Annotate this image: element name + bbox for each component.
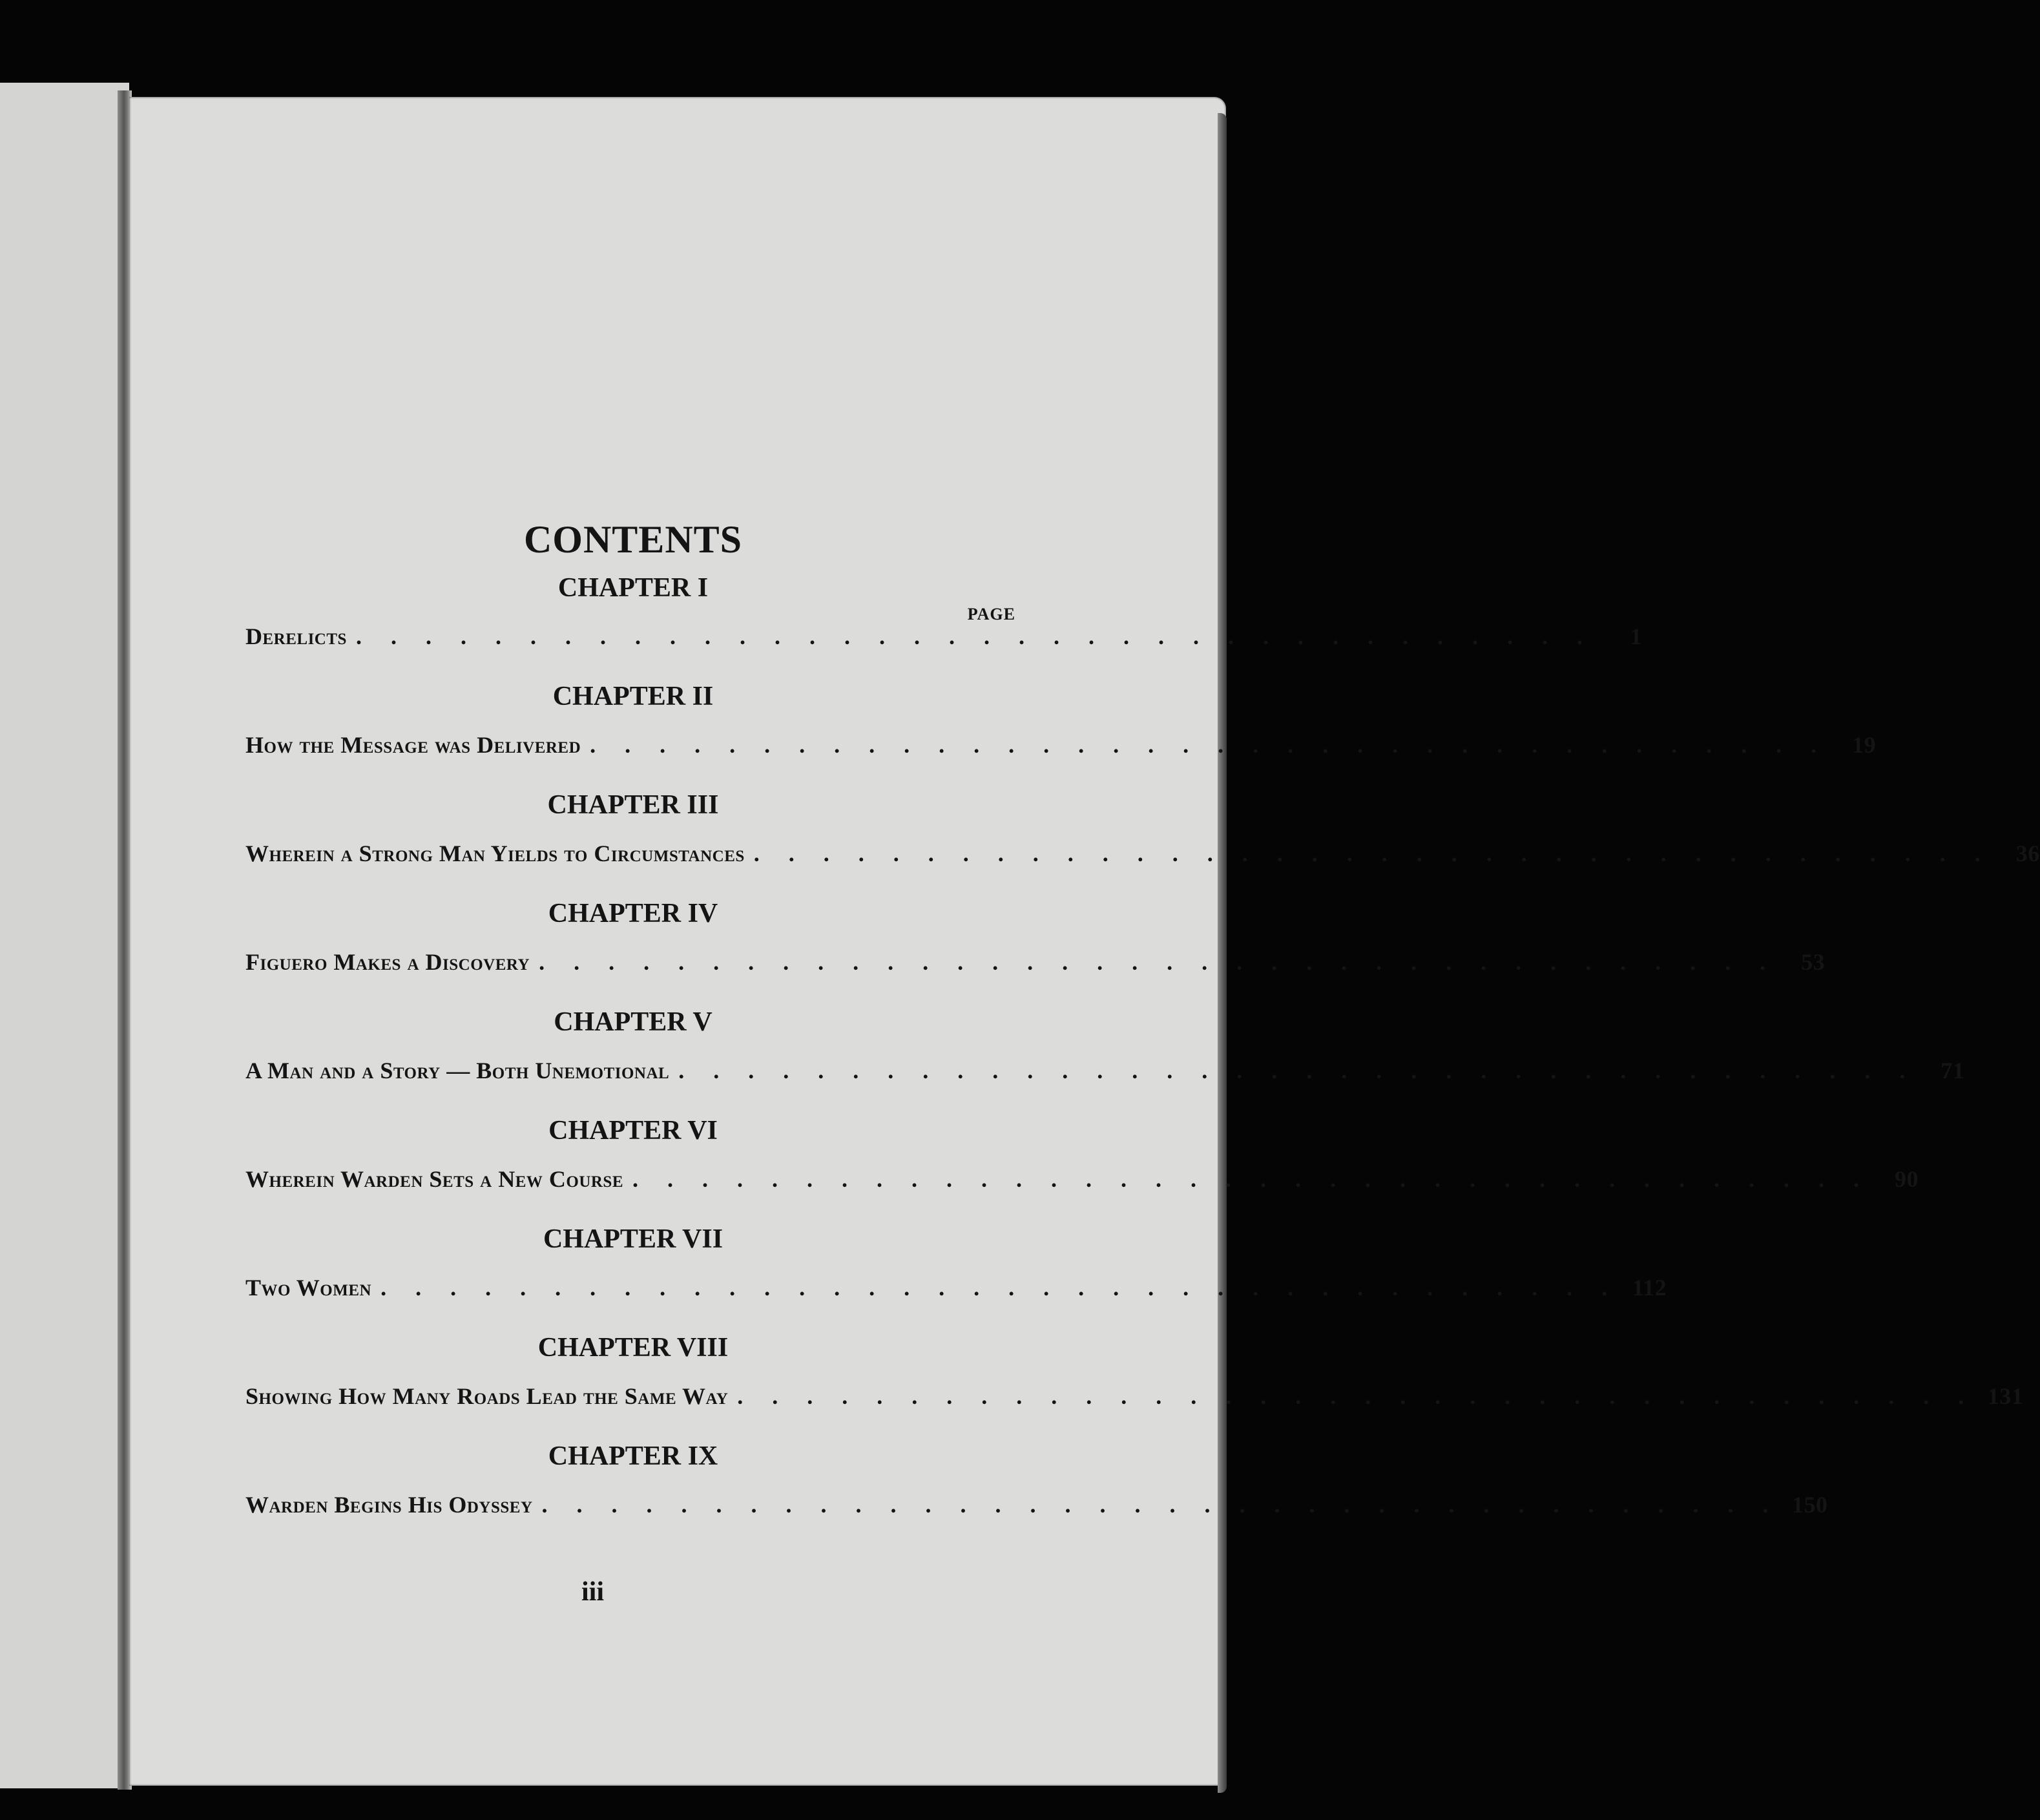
chapter-heading: CHAPTER V	[554, 1007, 713, 1037]
chapter-title: Wherein Warden Sets a New Course	[245, 1166, 624, 1192]
page-number: 53	[1801, 949, 1826, 975]
dot-leader: . . . . . . . . . . . . . . . . . . . . . . . . . . . . . . . . . . . .	[541, 1492, 1780, 1518]
toc-entry[interactable]	[245, 840, 2040, 867]
dot-leader: . . . . . . . . . . . . . . . . . . . . . . . . . . . . . . . . . . . .	[590, 732, 1829, 758]
chapter-title: Derelicts	[245, 623, 347, 649]
chapter-title: Figuero Makes a Discovery	[245, 949, 530, 975]
chapter-heading: CHAPTER I	[557, 573, 709, 603]
chapter-title: How the Message was Delivered	[245, 732, 581, 758]
chapter-title: Wherein a Strong Man Yields to Circumstances	[245, 841, 745, 866]
chapter-heading: CHAPTER VI	[548, 1116, 718, 1145]
page-column-label: PAGE	[967, 605, 1015, 623]
chapter-heading: CHAPTER VII	[543, 1224, 723, 1254]
page-number: 90	[1895, 1166, 1919, 1192]
page-number: 150	[1792, 1492, 1828, 1518]
chapter-title: A Man and a Story — Both Unemotional	[245, 1058, 670, 1083]
chapter-title: Showing How Many Roads Lead the Same Way	[245, 1383, 729, 1409]
chapter-heading: CHAPTER II	[552, 682, 714, 711]
dot-leader: . . . . . . . . . . . . . . . . . . . . . . . . . . . . . . . . . . . .	[737, 1383, 1976, 1409]
chapter-block	[245, 1003, 1965, 1111]
chapter-title: Warden Begins His Odyssey	[245, 1492, 533, 1518]
chapter-heading: CHAPTER IX	[548, 1441, 718, 1471]
dot-leader: . . . . . . . . . . . . . . . . . . . . . . . . . . . . . . . . . . . .	[380, 1275, 1619, 1301]
toc-entry[interactable]	[245, 1491, 1828, 1518]
toc-entry[interactable]	[245, 1274, 1667, 1301]
chapter-heading: CHAPTER VIII	[537, 1333, 729, 1363]
dot-leader: . . . . . . . . . . . . . . . . . . . . . . . . . . . . . . . . . . . .	[753, 841, 1992, 866]
chapter-block	[245, 786, 2040, 894]
toc-entry[interactable]	[245, 1383, 2024, 1410]
dot-leader: . . . . . . . . . . . . . . . . . . . . . . . . . . . . . . . . . . . .	[632, 1166, 1871, 1192]
chapter-block	[245, 569, 1642, 677]
chapter-block	[245, 1111, 1919, 1220]
chapter-block	[245, 677, 1877, 786]
left-page-edge	[0, 83, 129, 1788]
chapter-heading: CHAPTER III	[547, 790, 719, 820]
dot-leader: . . . . . . . . . . . . . . . . . . . . . . . . . . . . . . . . . . . .	[355, 623, 1594, 649]
toc-entry[interactable]	[245, 1057, 1965, 1084]
page-number: 131	[1987, 1383, 2024, 1409]
dot-leader: . . . . . . . . . . . . . . . . . . . . . . . . . . . . . . . . . . . .	[678, 1058, 1917, 1083]
dot-leader: . . . . . . . . . . . . . . . . . . . . . . . . . . . . . . . . . . . .	[539, 949, 1778, 975]
toc-entry[interactable]	[245, 731, 1877, 758]
page-folio: iii	[581, 1577, 605, 1607]
table-of-contents	[245, 510, 2040, 1545]
toc-entry[interactable]	[245, 1166, 1919, 1193]
toc-entry[interactable]	[245, 623, 1642, 650]
page-number: 1	[1630, 623, 1642, 649]
toc-entry[interactable]	[245, 948, 1826, 976]
page-number: 112	[1632, 1275, 1667, 1301]
contents-title: CONTENTS	[523, 518, 743, 561]
page-number: 36	[2015, 841, 2040, 866]
chapter-block	[245, 1220, 1667, 1328]
page-number: 19	[1852, 732, 1877, 758]
chapter-heading: CHAPTER IV	[548, 899, 718, 928]
chapter-block	[245, 1328, 2024, 1437]
chapter-block	[245, 1437, 1828, 1545]
chapter-title: Two Women	[245, 1275, 372, 1301]
page-number: 71	[1941, 1058, 1965, 1083]
chapter-block	[245, 894, 1826, 1003]
